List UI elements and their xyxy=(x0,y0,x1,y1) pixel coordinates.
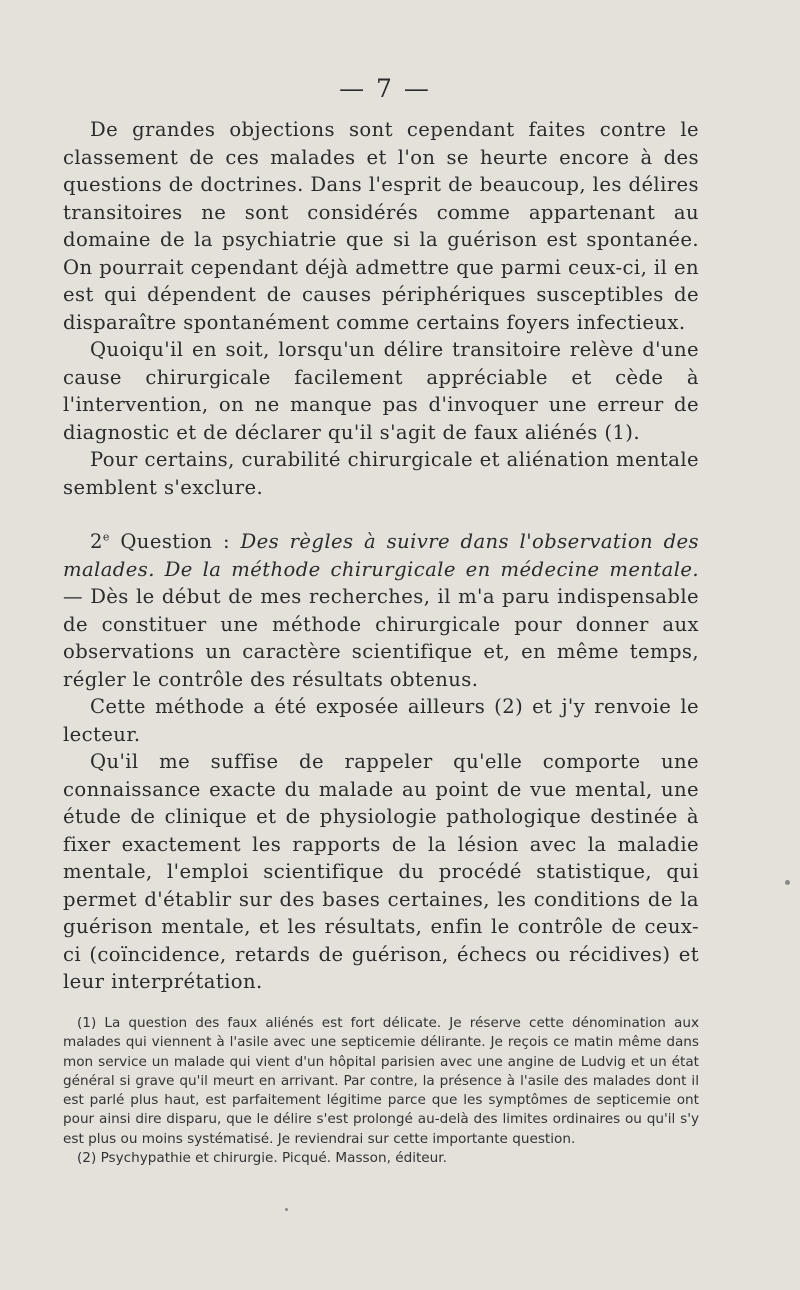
body-text xyxy=(63,116,699,996)
paragraph-3: Pour certains, curabilité chirurgicale et aliénation mentale semblent s'exclure. xyxy=(63,448,699,499)
paragraph-question-2 xyxy=(63,528,699,693)
question-text: — Dès le début de mes recherches, il m'a paru indispensable de constituer une méthode chirurgicale pour donner aux observations un caractère scientifique et, en même temps, régler le contrôle des résultats obtenus. xyxy=(63,585,699,691)
question-ordinal: e xyxy=(102,530,110,544)
question-number: 2 xyxy=(90,530,103,553)
question-title: Des règles à suivre dans l'observation des malades. De la méthode chirurgicale en médecine mentale. xyxy=(63,530,699,581)
paragraph-6: Qu'il me suffise de rappeler qu'elle comporte une connaissance exacte du malade au point de vue mental, une étude de clinique et de physiologie pathologique destinée à fixer exactement les rapports de la lésion avec la maladie mentale, l'emploi scientifique du procédé statistique, qui permet d'établir sur des bases certaines, les conditions de la guérison mentale, et les résultats, enfin le contrôle de ceux-ci (coïncidence, retards de guérison, échecs ou récidives) et leur interprétation. xyxy=(63,750,699,993)
question-label: Question : xyxy=(109,530,241,553)
paragraph-1: De grandes objections sont cependant faites contre le classement de ces malades et l'on se heurte encore à des questions de doctrines. Dans l'esprit de beaucoup, les délires transitoires ne sont considérés comme appartenant au domaine de la psychiatrie que si la guérison est spontanée. On pourrait cependant déjà admettre que parmi ceux-ci, il en est qui dépendent de causes périphériques susceptibles de disparaître spontanément comme certains foyers infectieux. xyxy=(63,118,699,334)
paragraph-2: Quoiqu'il en soit, lorsqu'un délire transitoire relève d'une cause chirurgicale facilement appréciable et cède à l'intervention, on ne manque pas d'invoquer une erreur de diagnostic et de déclarer qu'il s'agit de faux aliénés (1). xyxy=(63,338,699,444)
paragraph-5: Cette méthode a été exposée ailleurs (2) et j'y renvoie le lecteur. xyxy=(63,695,699,746)
page-number: — 7 — xyxy=(339,74,431,103)
footnote-1: (1) La question des faux aliénés est fort délicate. Je réserve cette dénomination aux malades qui viennent à l'asile avec une septicemie délirante. Je reçois ce matin même dans mon service un malade qui vient d'un hôpital parisien avec une angine de Ludvig et un état général si grave qu'il meurt en arrivant. Par contre, la présence à l'asile des malades dont il est parlé plus haut, est parfaitement légitime parce que les symptômes de septicemie ont pour ainsi dire disparu, que le délire s'est prolongé au-delà des limites ordinaires ou qu'il s'y est plus ou moins systématisé. Je reviendrai sur cette importante question. xyxy=(63,1015,699,1147)
paper-speck xyxy=(285,1208,288,1211)
footnotes xyxy=(63,1014,699,1168)
paper-speck xyxy=(785,880,790,885)
footnote-2: (2) Psychypathie et chirurgie. Picqué. Masson, éditeur. xyxy=(77,1150,447,1167)
